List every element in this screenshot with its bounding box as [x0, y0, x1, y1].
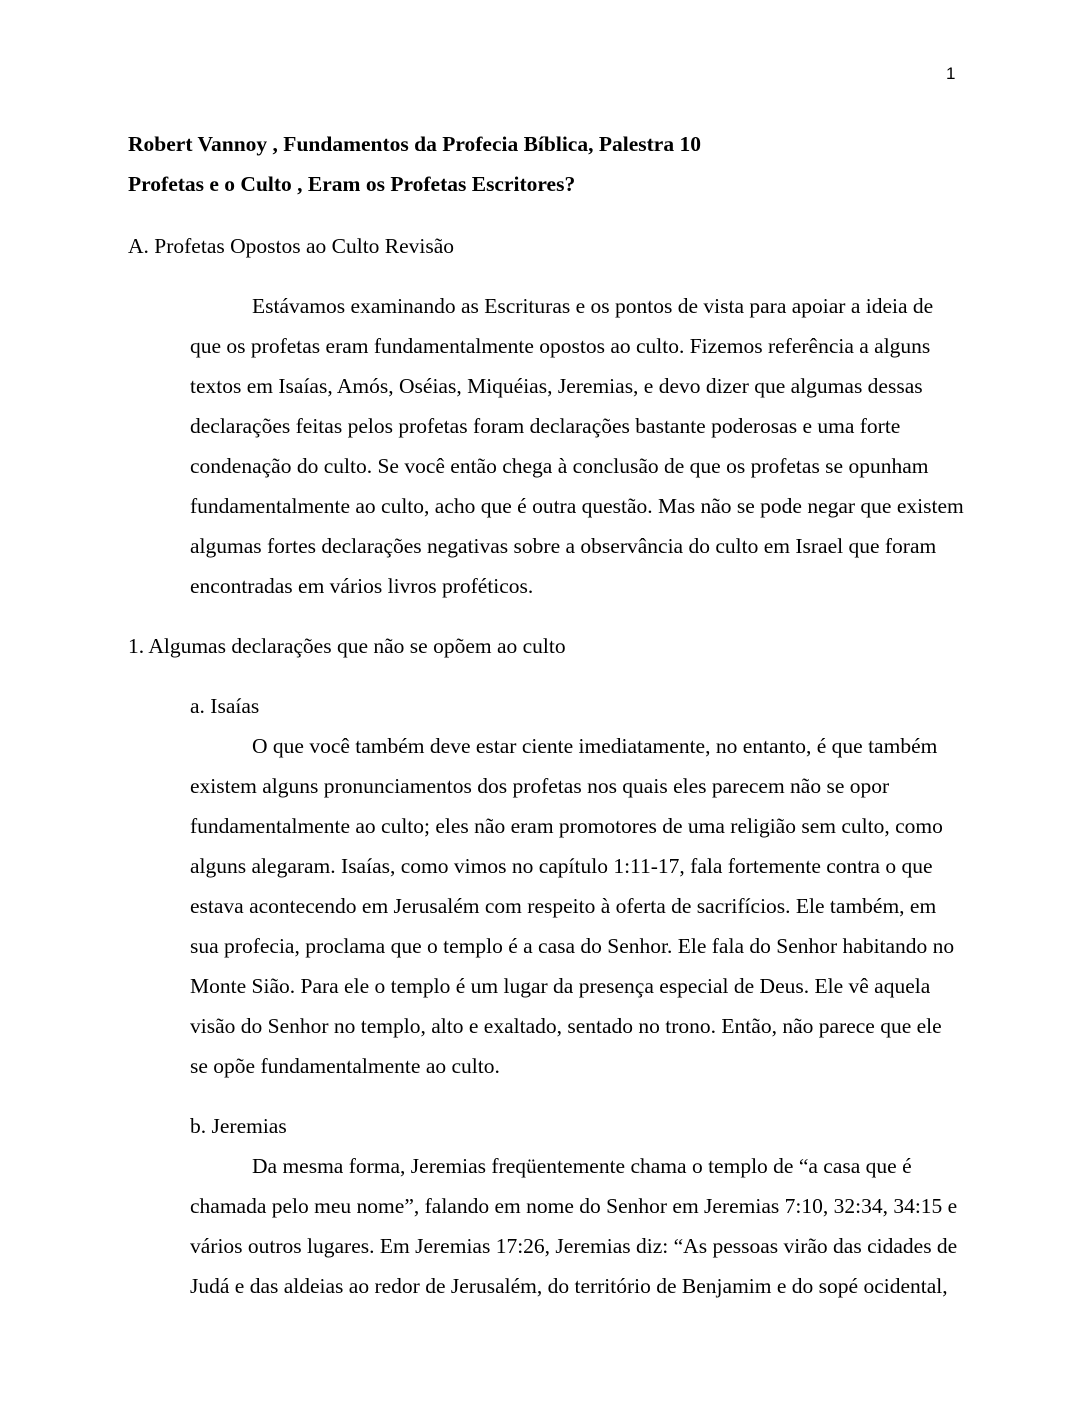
- sub-a-heading: a. Isaías: [190, 694, 260, 718]
- paragraph-2: [128, 726, 964, 1086]
- document-title: Robert Vannoy , Fundamentos da Profecia Bíblica, Palestra 10: [128, 132, 701, 156]
- paragraph-line: sua profecia, proclama que o templo é a casa do Senhor. Ele fala do Senhor habitando no: [190, 934, 955, 958]
- paragraph-line: Judá e das aldeias ao redor de Jerusalém, do território de Benjamim e do sopé ocidental,: [190, 1274, 948, 1298]
- paragraph-line: Estávamos examinando as Escrituras e os pontos de vista para apoiar a ideia de: [252, 294, 934, 318]
- paragraph-line: que os profetas eram fundamentalmente opostos ao culto. Fizemos referência a alguns: [190, 334, 931, 358]
- paragraph-line: chamada pelo meu nome”, falando em nome do Senhor em Jeremias 7:10, 32:34, 34:15 e: [190, 1194, 958, 1218]
- paragraph-line: se opõe fundamentalmente ao culto.: [190, 1054, 500, 1078]
- paragraph-3: [128, 1146, 964, 1306]
- paragraph-line: estava acontecendo em Jerusalém com respeito à oferta de sacrifícios. Ele também, em: [190, 894, 937, 918]
- paragraph-line: O que você também deve estar ciente imediatamente, no entanto, é que também: [252, 734, 938, 758]
- document-body: [128, 124, 964, 1326]
- paragraph-line: declarações feitas pelos profetas foram declarações bastante poderosas e uma forte: [190, 414, 901, 438]
- page-number: 1: [946, 64, 956, 83]
- paragraph-line: textos em Isaías, Amós, Oséias, Miquéias, Jeremias, e devo dizer que algumas dessas: [190, 374, 923, 398]
- sub-b-heading: b. Jeremias: [190, 1114, 287, 1138]
- paragraph-1: [128, 286, 964, 606]
- paragraph-line: vários outros lugares. Em Jeremias 17:26, Jeremias diz: “As pessoas virão das cidades de: [190, 1234, 958, 1258]
- paragraph-line: alguns alegaram. Isaías, como vimos no capítulo 1:11-17, fala fortemente contra o que: [190, 854, 933, 878]
- section-a-heading: A. Profetas Opostos ao Culto Revisão: [128, 234, 455, 258]
- section-1-heading: 1. Algumas declarações que não se opõem ao culto: [128, 634, 566, 658]
- paragraph-line: existem alguns pronunciamentos dos profetas nos quais eles parecem não se opor: [190, 774, 890, 798]
- paragraph-line: algumas fortes declarações negativas sobre a observância do culto em Israel que foram: [190, 534, 937, 558]
- paragraph-line: fundamentalmente ao culto; eles não eram promotores de uma religião sem culto, como: [190, 814, 943, 838]
- paragraph-line: encontradas em vários livros proféticos.: [190, 574, 534, 598]
- paragraph-line: visão do Senhor no templo, alto e exaltado, sentado no trono. Então, não parece que ele: [190, 1014, 942, 1038]
- document-subtitle: Profetas e o Culto , Eram os Profetas Escritores?: [128, 172, 576, 196]
- paragraph-line: Da mesma forma, Jeremias freqüentemente chama o templo de “a casa que é: [252, 1154, 912, 1178]
- paragraph-line: condenação do culto. Se você então chega à conclusão de que os profetas se opunham: [190, 454, 929, 478]
- paragraph-line: fundamentalmente ao culto, acho que é outra questão. Mas não se pode negar que existem: [190, 494, 964, 518]
- paragraph-line: Monte Sião. Para ele o templo é um lugar da presença especial de Deus. Ele vê aquela: [190, 974, 931, 998]
